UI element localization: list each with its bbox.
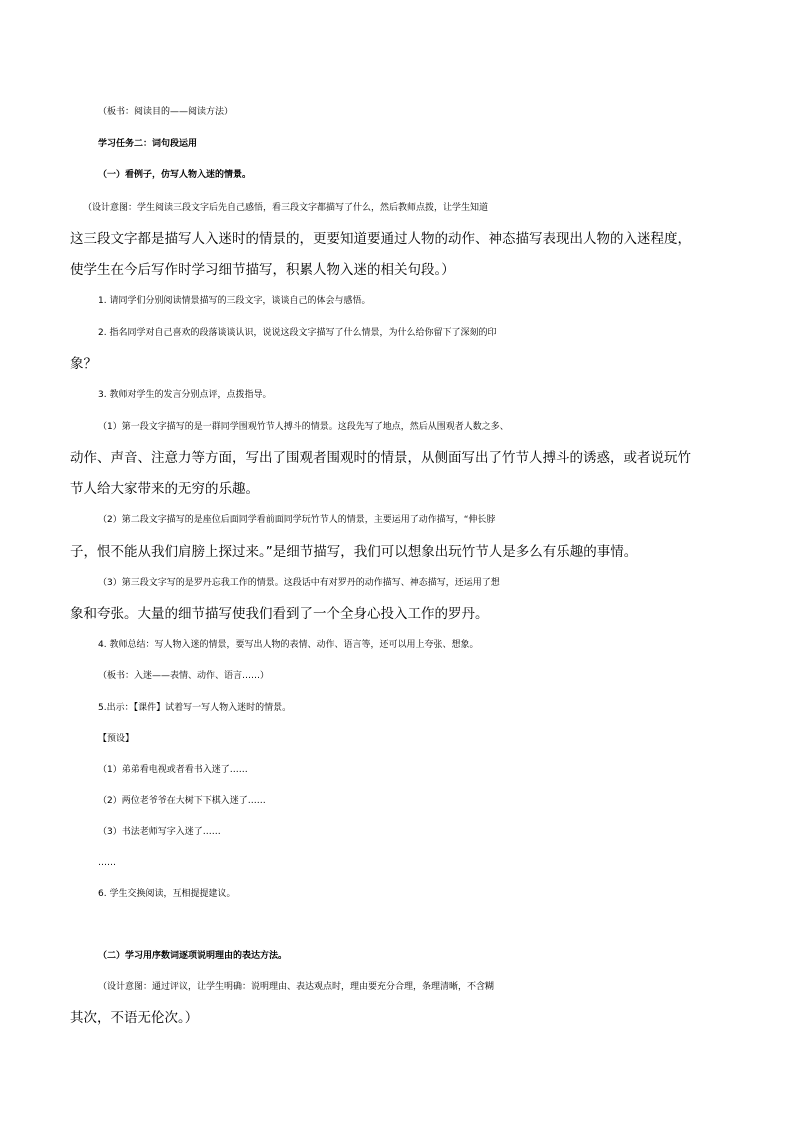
para-1-line-2: 动作、声音、注意力等方面，写出了围观者围观时的情景，从侧面写出了竹节人搏斗的诱惑，或者说玩竹 xyxy=(70,450,691,466)
section-heading-task-two: 学习任务二：词句段运用 xyxy=(98,139,198,149)
subsection-heading-one: （一）看例子，仿写人物入迷的情景。 xyxy=(98,170,252,180)
step-5: 5.出示：【课件】试着写一写人物入迷时的情景。 xyxy=(98,703,292,713)
board-note-immersion: （板书：入迷——表情、动作、语言……） xyxy=(98,671,270,681)
step-6: 6. 学生交换阅读，互相提提建议。 xyxy=(98,889,236,899)
para-2-line-2: 子，恨不能从我们肩膀上探过来。”是细节描写，我们可以想象出玩竹节人是多么有乐趣的事情。 xyxy=(70,544,638,560)
preset-item-3: （3）书法老师写字入迷了…… xyxy=(98,827,221,837)
step-2-line-2: 象？ xyxy=(70,356,97,372)
para-1-line-1: （1）第一段文字描写的是一群同学围观竹节人搏斗的情景。这段先写了地点，然后从围观者人数之多、 xyxy=(98,422,509,432)
para-3-line-1: （3）第三段文字写的是罗丹忘我工作的情景。这段话中有对罗丹的动作描写、神态描写，还运用了想 xyxy=(98,578,500,588)
design-intent-line-1: （设计意图：学生阅读三段文字后先自己感悟，看三段文字都描写了什么，然后教师点拨，让学生知道 xyxy=(83,203,489,213)
preset-item-1: （1）弟弟看电视或者看书入迷了…… xyxy=(98,765,248,775)
step-3: 3. 教师对学生的发言分别点评，点拨指导。 xyxy=(98,390,272,400)
design-intent-2-line-1: （设计意图：通过评议，让学生明确：说明理由、表达观点时，理由要充分合理，条理清晰，不含糊 xyxy=(98,982,495,992)
design-intent-line-2: 这三段文字都是描写人入迷时的情景的，更要知道要通过人物的动作、神态描写表现出人物的入迷程度， xyxy=(70,231,691,247)
design-intent-line-3: 使学生在今后写作时学习细节描写，积累人物入迷的相关句段。） xyxy=(70,262,455,278)
ellipsis: …… xyxy=(98,858,116,868)
board-note-reading: （板书：阅读目的——阅读方法） xyxy=(98,107,234,117)
para-1-line-3: 节人给大家带来的无穷的乐趣。 xyxy=(70,481,259,497)
para-3-line-2: 象和夸张。大量的细节描写使我们看到了一个全身心投入工作的罗丹。 xyxy=(70,606,489,622)
step-2-line-1: 2. 指名同学对自己喜欢的段落谈谈认识，说说这段文字描写了什么情景，为什么给你留下了深刻的印 xyxy=(98,328,497,338)
para-2-line-1: （2）第二段文字描写的是座位后面同学看前面同学玩竹节人的情景，主要运用了动作描写，“伸长脖 xyxy=(98,515,496,525)
step-4: 4. 教师总结：写人物入迷的情景，要写出人物的表情、动作、语言等，还可以用上夸张、想象。 xyxy=(98,640,479,650)
preset-label: 【预设】 xyxy=(98,734,135,744)
subsection-heading-two: （二）学习用序数词逐项说明理由的表达方法。 xyxy=(98,951,288,961)
step-1: 1. 请同学们分别阅读情景描写的三段文字，谈谈自己的体会与感悟。 xyxy=(98,296,371,306)
preset-item-2: （2）两位老爷爷在大树下下棋入迷了…… xyxy=(98,796,266,806)
design-intent-2-line-2: 其次，不语无伦次。） xyxy=(70,1010,199,1026)
